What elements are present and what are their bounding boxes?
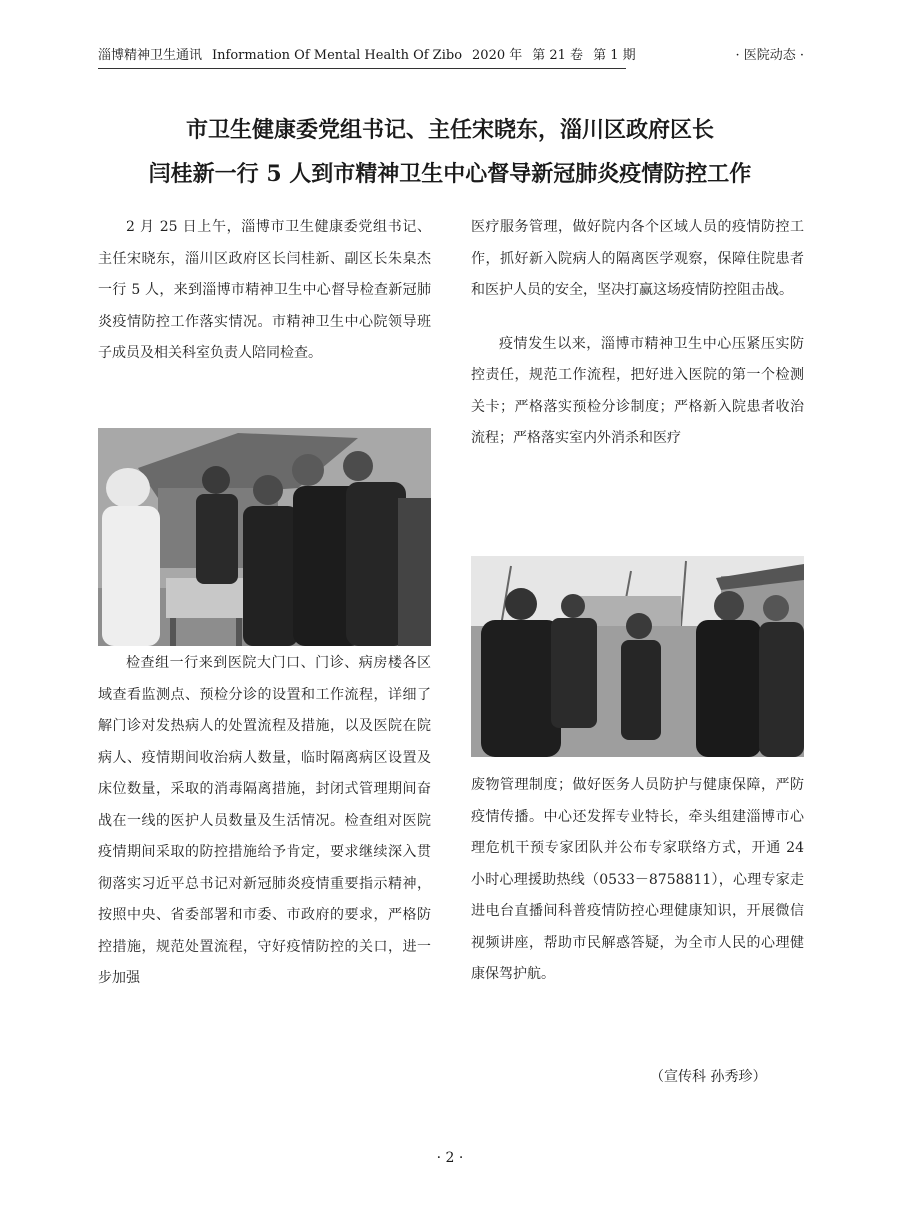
left-column-bottom [98, 648, 431, 995]
journal-volume: 第 21 卷 [532, 48, 584, 63]
left-column-top [98, 212, 431, 370]
page-number: · 2 · [436, 1150, 464, 1166]
journal-year: 2020 年 [472, 48, 523, 63]
article-title-line-1: 市卫生健康委党组书记、主任宋晓东，淄川区政府区长 [185, 117, 714, 143]
paragraph-1: 2 月 25 日上午，淄博市卫生健康委党组书记、主任宋晓东，淄川区政府区长闫桂新、副区长朱臬杰一行 5 人，来到淄博市精神卫生中心督导检查新冠肺炎疫情防控工作落实情况。市精神卫生中心院领导班子成员及相关科室负责人陪同检查。 [98, 219, 431, 361]
right-column-top [471, 212, 804, 455]
photo-checkpoint-inspection [98, 428, 431, 646]
journal-info [98, 46, 636, 69]
journal-issue: 第 1 期 [593, 48, 636, 63]
photo-outdoor-inspection [471, 556, 804, 757]
running-header [98, 40, 804, 70]
article-title [60, 108, 840, 196]
section-label: · 医院动态 · [735, 48, 804, 63]
article-title-line-2: 闫桂新一行 5 人到市精神卫生中心督导新冠肺炎疫情防控工作 [148, 161, 752, 187]
journal-title-en: Information Of Mental Health Of Zibo [212, 48, 463, 63]
paragraph-2: 检查组一行来到医院大门口、门诊、病房楼各区域查看监测点、预检分诊的设置和工作流程，详细了解门诊对发热病人的处置流程及措施，以及医院在院病人、疫情期间收治病人数量，临时隔离病区设置及床位数量，采取的消毒隔离措施，封闭式管理期间奋战在一线的医护人员数量及生活情况。检查组对医院疫情期间采取的防控措施给予肯定，要求继续深入贯彻落实习近平总书记对新冠肺炎疫情重要指示精神，按照中央、省委部署和市委、市政府的要求，严格防控措施，规范处置流程，守好疫情防控的关口，进一步加强 [98, 655, 431, 986]
author-credit: （宣传科 孙秀珍） [650, 1069, 767, 1085]
paragraph-2-continued: 医疗服务管理，做好院内各个区域人员的疫情防控工作，抓好新入院病人的隔离医学观察，保障住院患者和医护人员的安全，坚决打赢这场疫情防控阻击战。 [471, 219, 804, 298]
right-column-bottom [471, 770, 804, 991]
paragraph-3: 疫情发生以来，淄博市精神卫生中心压紧压实防控责任，规范工作流程，把好进入医院的第一个检测关卡；严格落实预检分诊制度；严格新入院患者收治流程；严格落实室内外消杀和医疗 [471, 335, 804, 446]
journal-title-cn: 淄博精神卫生通讯 [98, 48, 203, 63]
paragraph-3-continued: 废物管理制度；做好医务人员防护与健康保障，严防疫情传播。中心还发挥专业特长，牵头组建淄博市心理危机干预专家团队并公布专家联络方式，开通 24 小时心理援助热线（0533－8758811），心理专家走进电台直播间科普疫情防控心理健康知识，开展微信视频讲座，帮助市民解惑答疑，为全市人民的心理健康保驾护航。 [471, 777, 804, 982]
